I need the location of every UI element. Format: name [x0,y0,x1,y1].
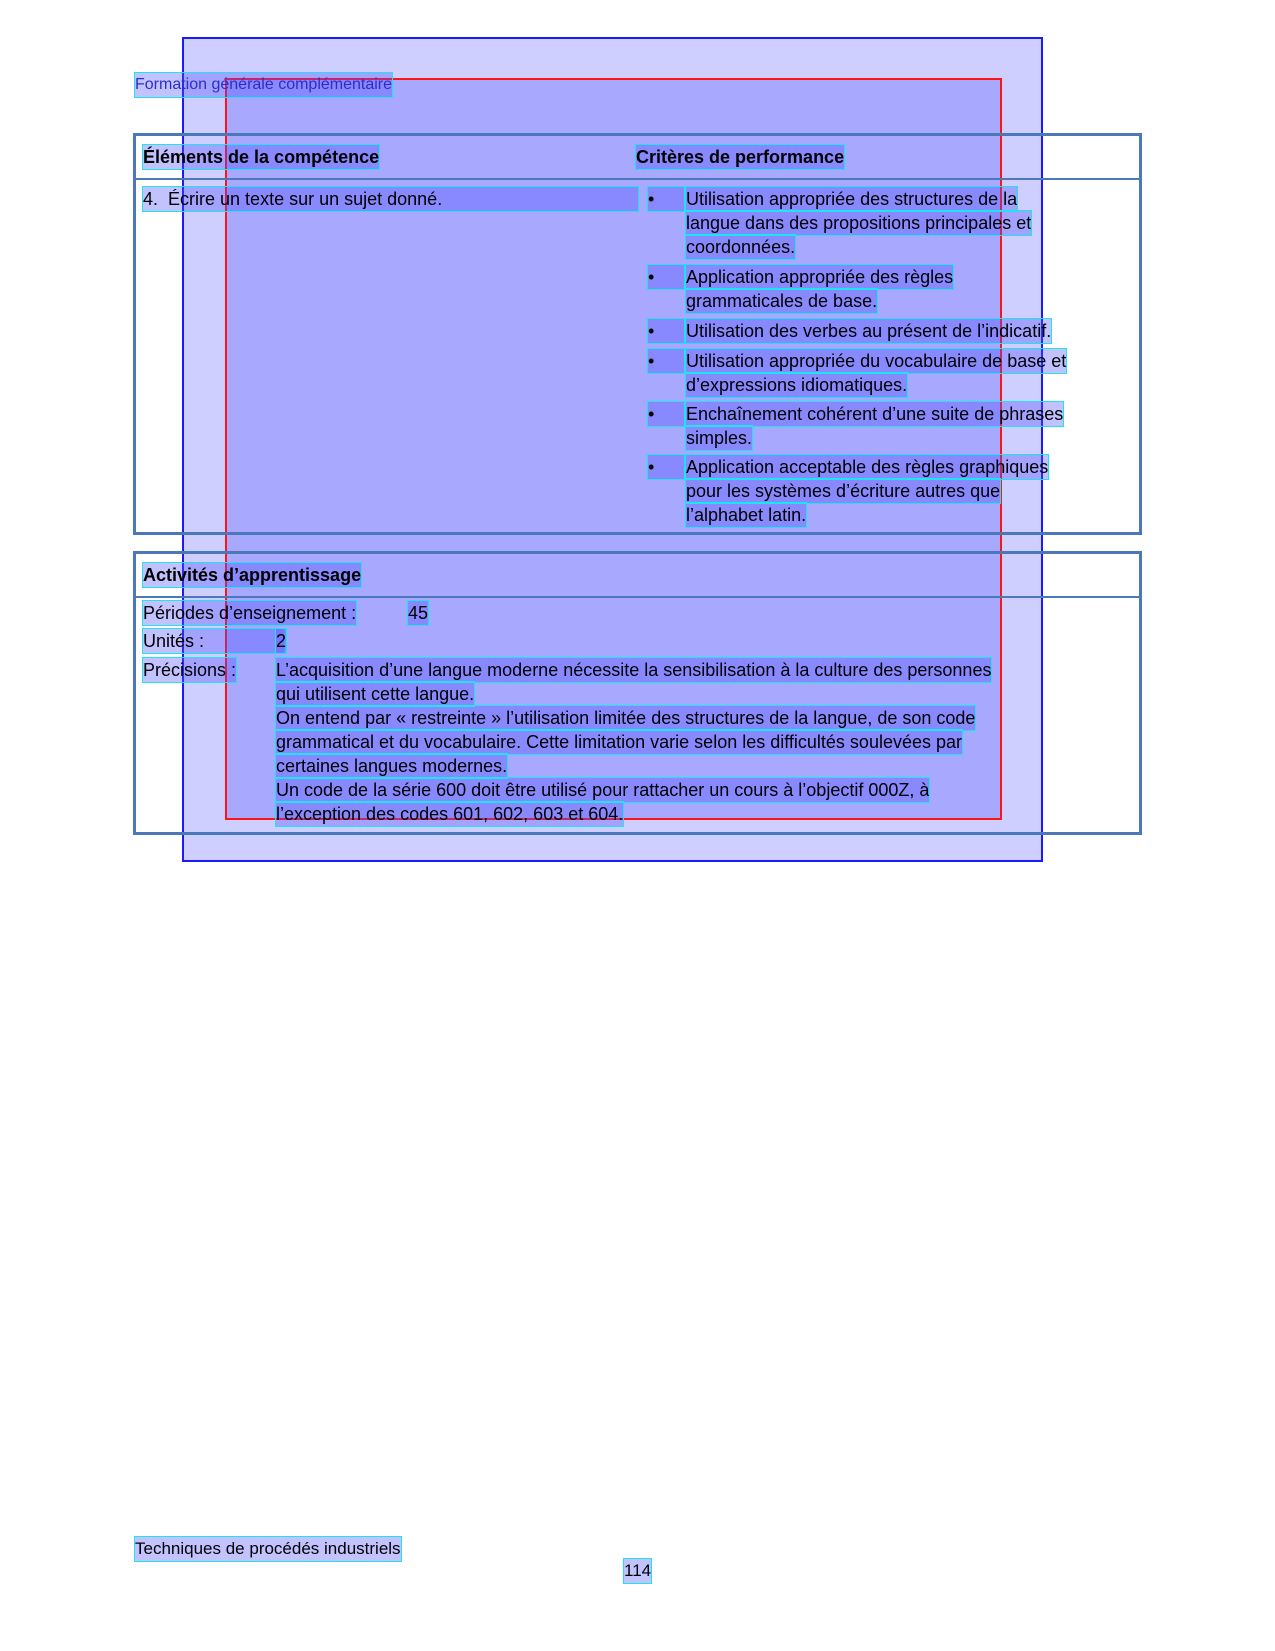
col-header-criteria: Critères de performance [636,147,845,167]
precisions-line: qui utilisent cette langue. [276,684,475,704]
precisions-line: grammatical et du vocabulaire. Cette limitation varie selon les difficultés soulevées par [276,732,963,752]
criteria-item-line: Utilisation appropriée des structures de la [686,189,1018,209]
criteria-item-line: d’expressions idiomatiques. [686,375,908,395]
criteria-item [686,455,1048,527]
criteria-item-line: pour les systèmes d’écriture autres que [686,481,1001,501]
criteria-bullet: • [648,187,684,211]
criteria-item [686,349,1066,397]
page-header-title: Formation générale complémentaire [135,73,392,97]
criteria-item [686,187,1031,259]
criteria-item-line: Application acceptable des règles graphiques [686,457,1049,477]
criteria-bullet: • [648,319,684,343]
criteria-item [686,265,953,313]
units-value: 2 [276,631,287,651]
criteria-item-line: Application appropriée des règles [686,267,954,287]
precisions-line: On entend par « restreinte » l’utilisation limitée des structures de la langue, de son code [276,708,976,728]
precisions-label: Précisions : [143,660,237,680]
criteria-item-line: simples. [686,428,753,448]
criteria-item-line: l’alphabet latin. [686,505,807,525]
periods-label: Périodes d’enseignement : [143,603,357,623]
units-label: Unités : [143,629,284,653]
precisions-line: Un code de la série 600 doit être utilisé pour rattacher un cours à l’objectif 000Z, à [276,780,930,800]
col-header-elements: Éléments de la compétence [143,147,380,167]
criteria-bullet: • [648,349,684,373]
criteria-item-line: grammaticales de base. [686,291,878,311]
criteria-item-line: Utilisation des verbes au présent de l’indicatif. [686,321,1052,341]
footer-program: Techniques de procédés industriels [135,1537,401,1561]
element-item [143,187,638,211]
criteria-bullet: • [648,402,684,426]
precisions-line: certaines langues modernes. [276,756,508,776]
precisions-line: L’acquisition d’une langue moderne nécessite la sensibilisation à la culture des personnes [276,660,992,680]
criteria-item [686,319,1051,343]
table-header-divider [136,178,1139,180]
criteria-item-line: Enchaînement cohérent d’une suite de phrases [686,404,1064,424]
element-number: 4. [143,189,159,209]
periods-value: 45 [408,603,429,623]
criteria-item [686,402,1063,450]
criteria-item-line: coordonnées. [686,237,796,257]
criteria-item-line: Utilisation appropriée du vocabulaire de base et [686,351,1067,371]
element-text: Écrire un texte sur un sujet donné. [168,189,443,209]
precisions-text [276,658,991,826]
page-number: 114 [624,1559,651,1583]
activities-divider [136,596,1139,598]
criteria-bullet: • [648,265,684,289]
criteria-item-line: langue dans des propositions principales et [686,213,1032,233]
precisions-line: l’exception des codes 601, 602, 603 et 604. [276,804,624,824]
activities-title: Activités d’apprentissage [143,565,362,585]
criteria-bullet: • [648,455,684,479]
